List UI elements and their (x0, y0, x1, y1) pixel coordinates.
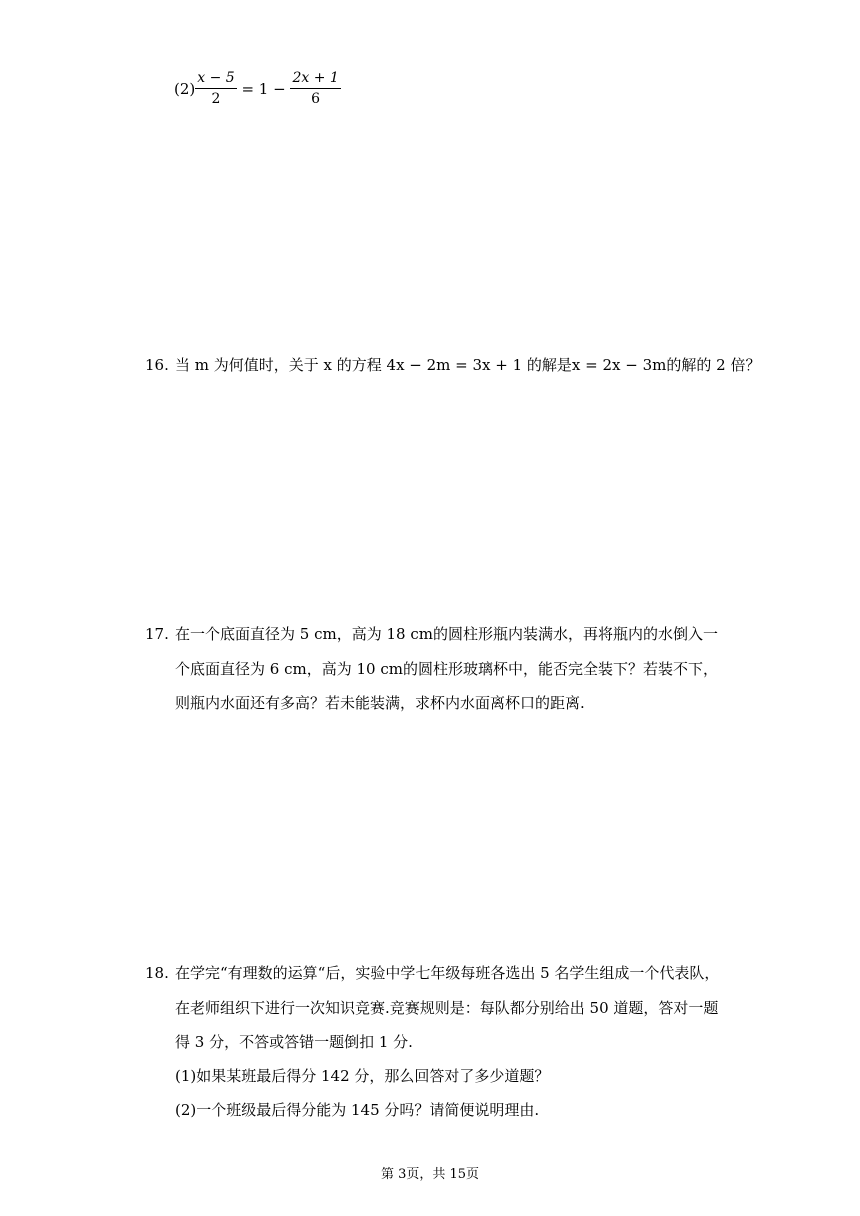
equation-middle: = 1 − (236, 79, 291, 98)
question-18-line: 得 3 分，不答或答错一题倒扣 1 分. (175, 1033, 413, 1051)
question-number: 18. (145, 964, 169, 982)
question-18-line: 在学完“有理数的运算“后，实验中学七年级每班各选出 5 名学生组成一个代表队， (175, 964, 720, 982)
question-18-subquestion: (1)如果某班最后得分 142 分，那么回答对了多少道题？ (175, 1067, 550, 1085)
sub-question-label: (2) (174, 79, 196, 98)
fraction-denominator: 6 (311, 91, 321, 107)
question-number: 17. (145, 625, 169, 643)
page-footer: 第 3页，共 15页 (380, 1167, 480, 1182)
question-17-line: 则瓶内水面还有多高？若未能装满，求杯内水面离杯口的距离. (175, 694, 585, 712)
question-18-line: 在老师组织下进行一次知识竞赛.竞赛规则是：每队都分别给出 50 道题，答对一题 (175, 999, 719, 1017)
fraction-numerator: 2x + 1 (290, 70, 340, 89)
question-16-text: 当 m 为何值时，关于 x 的方程 4x − 2m = 3x + 1 的解是x = 2x − 3m的解的 2 倍？ (175, 356, 761, 374)
question-17-line: 个底面直径为 6 cm，高为 10 cm的圆柱形玻璃杯中，能否完全装下？若装不下， (175, 660, 718, 678)
question-17-line: 在一个底面直径为 5 cm，高为 18 cm的圆柱形瓶内装满水，再将瓶内的水倒入一 (175, 625, 718, 643)
fraction-denominator: 2 (211, 91, 221, 107)
question-18-subquestion: (2)一个班级最后得分能为 145 分吗？请简便说明理由. (175, 1101, 540, 1119)
question-number: 16. (145, 356, 169, 374)
equation-15-2 (174, 70, 341, 107)
fraction-numerator: x − 5 (195, 70, 236, 89)
fraction-left (195, 70, 236, 107)
fraction-right (290, 70, 340, 107)
